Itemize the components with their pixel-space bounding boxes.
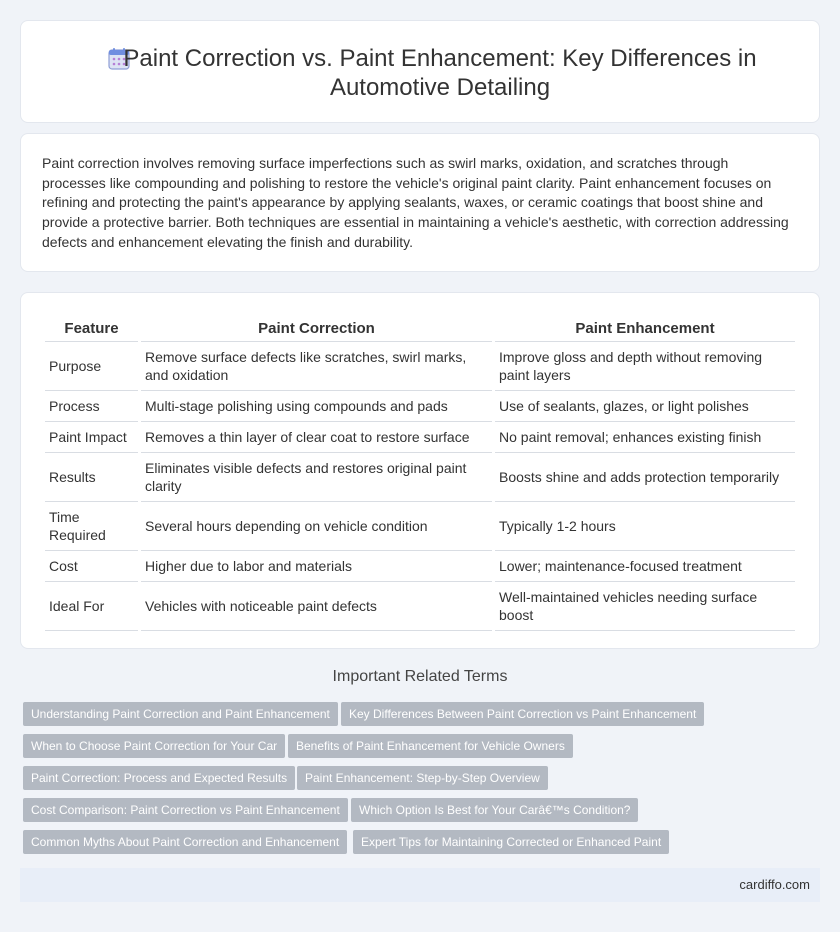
correction-cell: Eliminates visible defects and restores original paint clarity <box>141 453 492 502</box>
title-card <box>20 20 820 123</box>
related-terms-title: Important Related Terms <box>332 668 508 685</box>
enhancement-cell: Typically 1-2 hours <box>495 502 795 551</box>
feature-cell: Cost <box>45 551 138 582</box>
enhancement-cell: Improve gloss and depth without removing paint layers <box>495 342 795 391</box>
related-term-tag[interactable]: Cost Comparison: Paint Correction vs Paint Enhancement <box>23 798 348 822</box>
related-term-tag[interactable]: Understanding Paint Correction and Paint Enhancement <box>23 702 338 726</box>
correction-cell: Vehicles with noticeable paint defects <box>141 582 492 631</box>
enhancement-cell: Lower; maintenance-focused treatment <box>495 551 795 582</box>
table-row <box>45 502 795 551</box>
related-term-tag[interactable]: Expert Tips for Maintaining Corrected or Enhanced Paint <box>353 830 669 854</box>
related-term-tag[interactable]: When to Choose Paint Correction for Your Car <box>23 734 285 758</box>
correction-cell: Higher due to labor and materials <box>141 551 492 582</box>
table-row <box>45 391 795 422</box>
intro-card <box>20 133 820 272</box>
related-term-tag[interactable]: Paint Enhancement: Step-by-Step Overview <box>297 766 548 790</box>
footer <box>20 868 820 902</box>
table-row <box>45 342 795 391</box>
intro-paragraph: Paint correction involves removing surface imperfections such as swirl marks, oxidation, and scratches through processes like compounding and polishing to restore the vehicle's original paint clarity. Paint enhancement focuses on refining and protecting the paint's appearance by applying sealants, waxes, or ceramic coatings that boost shine and provide a protective barrier. Both techniques are essential in maintaining a vehicle's aesthetic, with correction addressing defects and enhancement elevating the finish and durability. <box>42 155 789 250</box>
table-row <box>45 551 795 582</box>
footer-site-link[interactable]: cardiffo.com <box>739 877 810 892</box>
feature-cell: Purpose <box>45 342 138 391</box>
page-title: Paint Correction vs. Paint Enhancement: Key Differences in Automotive Detailing <box>123 45 757 101</box>
related-term-tag[interactable]: Benefits of Paint Enhancement for Vehicle Owners <box>288 734 573 758</box>
feature-cell: Ideal For <box>45 582 138 631</box>
enhancement-cell: Use of sealants, glazes, or light polishes <box>495 391 795 422</box>
feature-cell: Time Required <box>45 502 138 551</box>
related-term-tag[interactable]: Paint Correction: Process and Expected Results <box>23 766 295 790</box>
enhancement-cell: No paint removal; enhances existing finish <box>495 422 795 453</box>
table-row <box>45 422 795 453</box>
table-row <box>45 453 795 502</box>
enhancement-cell: Boosts shine and adds protection temporarily <box>495 453 795 502</box>
correction-cell: Several hours depending on vehicle condition <box>141 502 492 551</box>
feature-cell: Process <box>45 391 138 422</box>
table-header-row <box>45 315 795 342</box>
correction-cell: Removes a thin layer of clear coat to restore surface <box>141 422 492 453</box>
correction-cell: Remove surface defects like scratches, swirl marks, and oxidation <box>141 342 492 391</box>
related-term-tag[interactable]: Common Myths About Paint Correction and Enhancement <box>23 830 347 854</box>
table-row <box>45 582 795 631</box>
header-paint-enhancement: Paint Enhancement <box>495 315 795 342</box>
feature-cell: Results <box>45 453 138 502</box>
comparison-table <box>42 315 798 631</box>
related-term-tag[interactable]: Key Differences Between Paint Correction vs Paint Enhancement <box>341 702 704 726</box>
header-feature: Feature <box>45 315 138 342</box>
correction-cell: Multi-stage polishing using compounds and pads <box>141 391 492 422</box>
related-term-tag[interactable]: Which Option Is Best for Your Carâ€™s Condition? <box>351 798 638 822</box>
enhancement-cell: Well-maintained vehicles needing surface boost <box>495 582 795 631</box>
header-paint-correction: Paint Correction <box>141 315 492 342</box>
feature-cell: Paint Impact <box>45 422 138 453</box>
comparison-table-card <box>20 292 820 649</box>
